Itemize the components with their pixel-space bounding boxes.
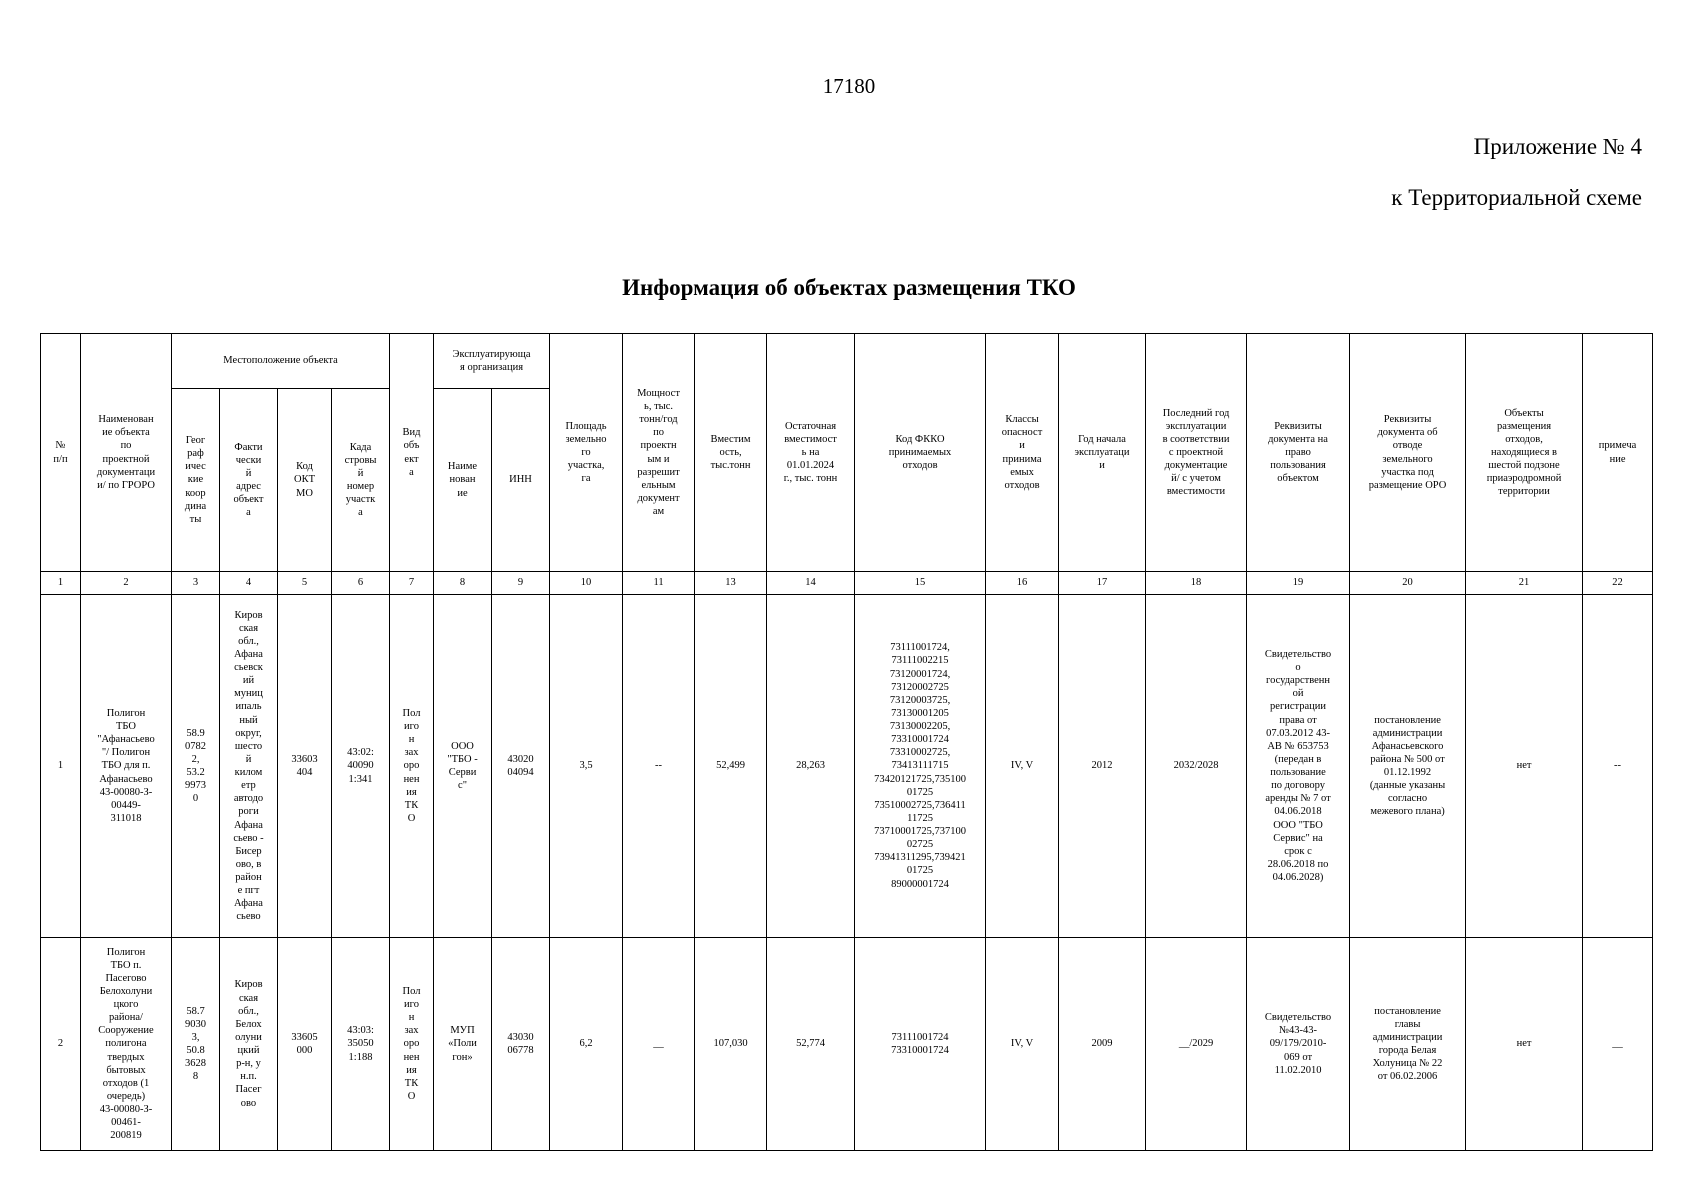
header-location-group: Местоположение объекта (172, 334, 390, 389)
header-volume: Вместим ость, тыс.тонн (695, 334, 767, 572)
header-fkko-code: Код ФККО принимаемых отходов (855, 334, 986, 572)
column-number: 10 (550, 572, 623, 595)
object-name: Полигон ТБО п. Пасегово Белохолуни цкого района/ Сооружение полигона твердых бытовых отходов (1 очередь) 43-00080-З- 00461- 200819 (81, 938, 172, 1151)
last-year: __/2029 (1146, 938, 1247, 1151)
last-year: 2032/2028 (1146, 595, 1247, 938)
start-year: 2009 (1059, 938, 1146, 1151)
hazard-classes: IV, V (986, 595, 1059, 938)
header-num: № п/п (41, 334, 81, 572)
header-capacity: Мощност ь, тыс. тонн/год по проектн ым и разрешит ельным документ ам (623, 334, 695, 572)
column-number: 5 (278, 572, 332, 595)
header-geo-coordinates: Геог раф ичес кие коор дина ты (172, 389, 220, 572)
header-object-type: Вид объ ект а (390, 334, 434, 572)
capacity: __ (623, 938, 695, 1151)
column-number: 18 (1146, 572, 1247, 595)
column-number: 2 (81, 572, 172, 595)
column-number: 17 (1059, 572, 1146, 595)
cadastral-number: 43:03: 35050 1:188 (332, 938, 390, 1151)
geo-coordinates: 58.9 0782 2, 53.2 9973 0 (172, 595, 220, 938)
note: -- (1583, 595, 1653, 938)
operator-inn: 43030 06778 (492, 938, 550, 1151)
header-right-document: Реквизиты документа на право пользования объектом (1247, 334, 1350, 572)
operator-name: ООО "ТБО - Серви с" (434, 595, 492, 938)
geo-coordinates: 58.7 9030 3, 50.8 3628 8 (172, 938, 220, 1151)
column-number: 16 (986, 572, 1059, 595)
header-airfield-subzone: Объекты размещения отходов, находящиеся в шестой подзоне приаэродромной территории (1466, 334, 1583, 572)
column-numbers-row (41, 572, 1653, 595)
row-num: 1 (41, 595, 81, 938)
land-area: 3,5 (550, 595, 623, 938)
object-type: Пол иго н зах оро нен ия ТК О (390, 938, 434, 1151)
right-document: Свидетельство о государственн ой регистрации права от 07.03.2012 43- АВ № 653753 (передан в пользование по договору аренды № 7 от 04.06.2018 ООО "ТБО Сервис" на срок с 28.06.2018 по 04.06.2028) (1247, 595, 1350, 938)
header-last-year: Последний год эксплуатации в соответствии с проектной документацие й/ с учетом вместимости (1146, 334, 1247, 572)
actual-address: Киров ская обл., Белох олуни цкий р-н, у н.п. Пасег ово (220, 938, 278, 1151)
airfield-subzone: нет (1466, 595, 1583, 938)
column-number: 6 (332, 572, 390, 595)
table-row (41, 595, 1653, 938)
oktmo-code: 33603 404 (278, 595, 332, 938)
right-document: Свидетельство №43-43- 09/179/2010- 069 от 11.02.2010 (1247, 938, 1350, 1151)
page-number: 17180 (822, 74, 876, 98)
column-number: 15 (855, 572, 986, 595)
document-title: Информация об объектах размещения ТКО (622, 275, 1076, 300)
residual-volume: 52,774 (767, 938, 855, 1151)
object-type: Пол иго н зах оро нен ия ТК О (390, 595, 434, 938)
header-cadastral-number: Када стровы й номер участк а (332, 389, 390, 572)
header-actual-address: Факти чески й адрес объект а (220, 389, 278, 572)
column-number: 1 (41, 572, 81, 595)
column-number: 4 (220, 572, 278, 595)
header-inn: ИНН (492, 389, 550, 572)
header-note: примеча ние (1583, 334, 1653, 572)
column-number: 11 (623, 572, 695, 595)
cadastral-number: 43:02: 40090 1:341 (332, 595, 390, 938)
volume: 52,499 (695, 595, 767, 938)
land-document: постановление администрации Афанасьевского района № 500 от 01.12.1992 (данные указаны согласно межевого плана) (1350, 595, 1466, 938)
land-document: постановление главы администрации города Белая Холуница № 22 от 06.02.2006 (1350, 938, 1466, 1151)
column-number: 9 (492, 572, 550, 595)
volume: 107,030 (695, 938, 767, 1151)
column-number: 8 (434, 572, 492, 595)
operator-inn: 43020 04094 (492, 595, 550, 938)
column-number: 20 (1350, 572, 1466, 595)
column-number: 22 (1583, 572, 1653, 595)
fkko-codes: 73111001724, 73111002215 73120001724, 73120002725 73120003725, 73130001205 73130002205, 73310001724 73310002725, 73413111715 73420121725,735100 01725 73510002725,736411 11725 73710001725,737100 02725 73941311295,739421 01725 89000001724 (855, 595, 986, 938)
header-operator-name: Наиме нован ие (434, 389, 492, 572)
actual-address: Киров ская обл., Афана сьевск ий муниц ипаль ный округ, шесто й килом етр автодо роги Афана сьево - Бисер ово, в район е пгт Афана сьево (220, 595, 278, 938)
residual-volume: 28,263 (767, 595, 855, 938)
operator-name: МУП «Поли гон» (434, 938, 492, 1151)
column-number: 14 (767, 572, 855, 595)
column-number: 19 (1247, 572, 1350, 595)
table-row (41, 938, 1653, 1151)
column-number: 21 (1466, 572, 1583, 595)
column-number: 13 (695, 572, 767, 595)
capacity: -- (623, 595, 695, 938)
land-area: 6,2 (550, 938, 623, 1151)
column-number: 3 (172, 572, 220, 595)
column-number: 7 (390, 572, 434, 595)
header-start-year: Год начала эксплуатаци и (1059, 334, 1146, 572)
header-land-area: Площадь земельно го участка, га (550, 334, 623, 572)
object-name: Полигон ТБО "Афанасьево "/ Полигон ТБО для п. Афанасьево 43-00080-З- 00449- 311018 (81, 595, 172, 938)
oktmo-code: 33605 000 (278, 938, 332, 1151)
note: __ (1583, 938, 1653, 1151)
header-residual-volume: Остаточная вместимост ь на 01.01.2024 г., тыс. тонн (767, 334, 855, 572)
header-hazard-classes: Классы опасност и принима емых отходов (986, 334, 1059, 572)
start-year: 2012 (1059, 595, 1146, 938)
fkko-codes: 73111001724 73310001724 (855, 938, 986, 1151)
hazard-classes: IV, V (986, 938, 1059, 1151)
appendix-line-1: Приложение № 4 (1473, 134, 1642, 159)
header-object-name: Наименован ие объекта по проектной документаци и/ по ГРОРО (81, 334, 172, 572)
header-oktmo: Код ОКТ МО (278, 389, 332, 572)
airfield-subzone: нет (1466, 938, 1583, 1151)
appendix-line-2: к Территориальной схеме (1391, 185, 1642, 210)
header-operator-group: Эксплуатирующа я организация (434, 334, 550, 389)
header-land-document: Реквизиты документа об отводе земельного участка под размещение ОРО (1350, 334, 1466, 572)
tko-objects-table (40, 333, 1653, 1151)
row-num: 2 (41, 938, 81, 1151)
